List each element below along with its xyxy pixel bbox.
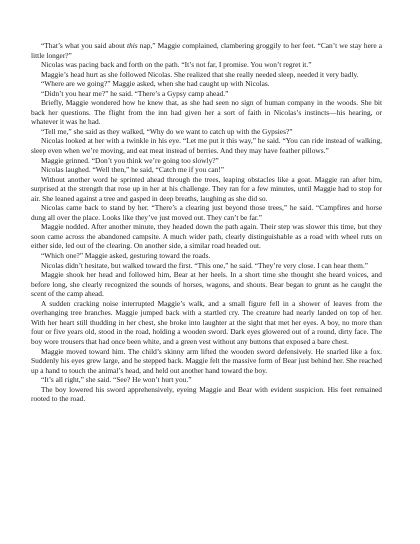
paragraph-1: “That’s what you said about this nap,” Maggie complained, clambering groggily to her feet. “Can’t we stay here a little longer?” xyxy=(31,41,382,60)
paragraph-5: “Didn’t you hear me?” he said. “There’s a Gypsy camp ahead.” xyxy=(41,88,229,98)
paragraph-19: “It’s all right,” she said. “See? He won’t hurt you.” xyxy=(41,375,192,385)
paragraph-11: Without another word he sprinted ahead through the trees, leaping obstacles like a goat. Maggie ran after him, surprised at the strength that rose up in her at his challenge. They ran for a few minutes, until Maggie had to stop for air. She leaned against a tree and gasped in deep breaths, laughing as she did so. xyxy=(31,174,382,203)
paragraph-9: Maggie grinned. “Don’t you think we’re going too slowly?” xyxy=(41,155,219,165)
paragraph-13: Maggie nodded. After another minute, they headed down the path again. Their step was slower this time, but they soon came across the abandoned campsite. A much wider path, clearly distinguishable as a road with wheel ruts on either side, led out of the clearing. On another side, a similar road headed out. xyxy=(31,222,382,251)
paragraph-14: “Which one?” Maggie asked, gesturing toward the roads. xyxy=(41,251,211,261)
paragraph-7: “Tell me,” she said as they walked, “Why do we want to catch up with the Gypsies?” xyxy=(41,126,293,136)
paragraph-20: The boy lowered his sword apprehensively, eyeing Maggie and Bear with evident suspicion. His feet remained rooted to the road. xyxy=(31,384,382,404)
paragraph-10: Nicolas laughed. “Well then,” he said, “Catch me if you can!” xyxy=(41,165,225,175)
paragraph-8: Nicolas looked at her with a twinkle in his eye. “Let me put it this way,” he said. “You can ride instead of walking, sleep even when we’re moving, and eat meat instead of berries. And they may have feather pillows.” xyxy=(31,136,382,156)
paragraph-15: Nicolas didn’t hesitate, but walked toward the first. “This one,” he said. “They’re very close. I can hear them.” xyxy=(41,260,368,270)
emphasis: this xyxy=(126,41,138,50)
paragraph-12: Nicolas came back to stand by her. “There’s a clearing just beyond those trees,” he said. “Campfires and horse dung all over the place. Looks like they’ve just moved out. They can’t be far.” xyxy=(31,203,382,222)
paragraph-17: A sudden cracking noise interrupted Maggie’s walk, and a small figure fell in a shower of leaves from the overhanging tree branches. Maggie jumped back with a startled cry. The creature had nearly landed on top of her. With her heart still thudding in her chest, she broke into laughter at the sight that met her eyes. A boy, no more than four or five years old, stood in the road, holding a wooden sword. Dark eyes glowered out of a round, dirty face. The boy wore trousers that had once been white, and a green vest without any buttons that exposed a bare chest. xyxy=(31,298,382,346)
paragraph-16: Maggie shook her head and followed him, Bear at her heels. In a short time she thought she heard voices, and before long, she clearly recognized the sounds of horses, wagons, and shouts. Bear began to grunt as he caught the scent of the camp ahead. xyxy=(31,270,382,299)
paragraph-6: Briefly, Maggie wondered how he knew that, as she had seen no sign of human company in the woods. She bit back her questions. The flight from the inn had given her a sort of faith in Nicolas’s instincts—his hearing, or whatever it was he had. xyxy=(31,98,382,127)
paragraph-18: Maggie moved toward him. The child’s skinny arm lifted the wooden sword defensively. He snarled like a fox. Suddenly his eyes grew large, and he stepped back. Maggie felt the massive form of Bear just behind her. She reached up a hand to touch the animal’s head, and held out another hand toward the boy. xyxy=(31,346,382,375)
paragraph-4: “Where are we going?” Maggie asked, when she had caught up with Nicolas. xyxy=(41,79,270,89)
paragraph-2: Nicolas was pacing back and forth on the path. “It’s not far, I promise. You won’t regret it.” xyxy=(41,60,312,70)
paragraph-3: Maggie’s head hurt as she followed Nicolas. She realized that she really needed sleep, needed it very badly. xyxy=(41,69,359,79)
